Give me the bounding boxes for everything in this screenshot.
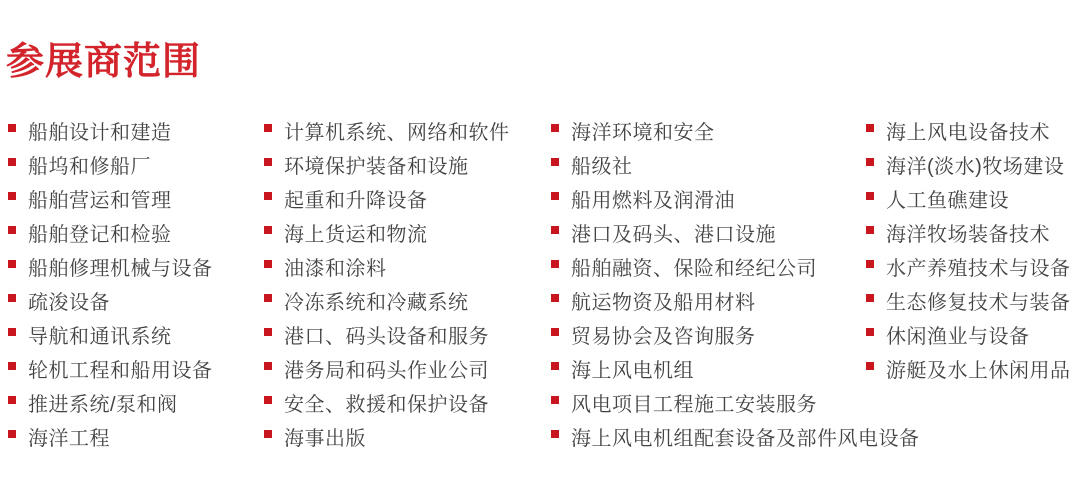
list-item — [551, 113, 920, 147]
bullet-square-icon — [551, 124, 559, 132]
bullet-square-icon — [866, 124, 874, 132]
bullet-square-icon — [551, 362, 559, 370]
item-label: 人工鱼礁建设 — [886, 189, 1009, 212]
item-label: 海洋牧场装备技术 — [886, 223, 1050, 246]
item-label: 港口及码头、港口设施 — [571, 223, 776, 246]
item-label: 船舶营运和管理 — [28, 189, 172, 212]
item-label: 导航和通讯系统 — [28, 325, 172, 348]
list-item — [264, 283, 510, 317]
list-item — [8, 351, 213, 385]
list-item — [551, 283, 920, 317]
item-label: 安全、救援和保护设备 — [284, 393, 489, 416]
bullet-square-icon — [264, 294, 272, 302]
bullet-square-icon — [551, 192, 559, 200]
list-item — [8, 317, 213, 351]
item-label: 海洋(淡水)牧场建设 — [886, 155, 1065, 178]
exhibitor-column-1 — [8, 113, 213, 453]
list-item — [8, 147, 213, 181]
bullet-square-icon — [264, 430, 272, 438]
item-label: 疏浚设备 — [28, 291, 110, 314]
item-label: 航运物资及船用材料 — [571, 291, 756, 314]
item-label: 港口、码头设备和服务 — [284, 325, 489, 348]
list-item — [551, 147, 920, 181]
item-label: 水产养殖技术与设备 — [886, 257, 1071, 280]
bullet-square-icon — [264, 158, 272, 166]
bullet-square-icon — [866, 260, 874, 268]
bullet-square-icon — [8, 158, 16, 166]
item-label: 起重和升降设备 — [284, 189, 428, 212]
item-label: 船舶设计和建造 — [28, 121, 172, 144]
bullet-square-icon — [264, 328, 272, 336]
list-item — [8, 113, 213, 147]
item-label: 油漆和涂料 — [284, 257, 387, 280]
bullet-square-icon — [551, 430, 559, 438]
list-item — [8, 249, 213, 283]
bullet-square-icon — [8, 124, 16, 132]
item-label: 环境保护装备和设施 — [284, 155, 469, 178]
list-item — [264, 351, 510, 385]
exhibitor-column-4 — [866, 113, 1071, 385]
list-item — [8, 181, 213, 215]
item-label: 生态修复技术与装备 — [886, 291, 1071, 314]
exhibitor-column-2 — [264, 113, 510, 453]
item-label: 贸易协会及咨询服务 — [571, 325, 756, 348]
item-label: 游艇及水上休闲用品 — [886, 359, 1071, 382]
item-label: 海事出版 — [284, 427, 366, 450]
list-item — [866, 283, 1071, 317]
list-item — [866, 351, 1071, 385]
bullet-square-icon — [551, 294, 559, 302]
list-item — [551, 385, 920, 419]
bullet-square-icon — [8, 362, 16, 370]
list-item — [866, 249, 1071, 283]
bullet-square-icon — [8, 328, 16, 336]
list-item — [8, 215, 213, 249]
list-item — [8, 385, 213, 419]
bullet-square-icon — [8, 226, 16, 234]
item-label: 计算机系统、网络和软件 — [284, 121, 510, 144]
item-label: 船舶修理机械与设备 — [28, 257, 213, 280]
item-label: 船坞和修船厂 — [28, 155, 151, 178]
item-label: 海洋工程 — [28, 427, 110, 450]
bullet-square-icon — [8, 294, 16, 302]
bullet-square-icon — [866, 226, 874, 234]
bullet-square-icon — [551, 158, 559, 166]
list-item — [551, 181, 920, 215]
item-label: 港务局和码头作业公司 — [284, 359, 489, 382]
bullet-square-icon — [551, 396, 559, 404]
list-item — [551, 419, 920, 453]
bullet-square-icon — [8, 430, 16, 438]
list-item — [264, 215, 510, 249]
item-label: 海上风电机组配套设备及部件风电设备 — [571, 427, 920, 450]
list-item — [264, 147, 510, 181]
bullet-square-icon — [264, 124, 272, 132]
item-label: 船舶登记和检验 — [28, 223, 172, 246]
list-item — [866, 113, 1071, 147]
item-label: 轮机工程和船用设备 — [28, 359, 213, 382]
list-item — [866, 215, 1071, 249]
item-label: 船级社 — [571, 155, 633, 178]
bullet-square-icon — [264, 226, 272, 234]
list-item — [866, 181, 1071, 215]
list-item — [264, 249, 510, 283]
list-item — [8, 419, 213, 453]
list-item — [8, 283, 213, 317]
list-item — [264, 181, 510, 215]
bullet-square-icon — [866, 328, 874, 336]
bullet-square-icon — [8, 192, 16, 200]
bullet-square-icon — [866, 158, 874, 166]
item-label: 海上货运和物流 — [284, 223, 428, 246]
exhibitor-column-3 — [551, 113, 920, 453]
item-label: 冷冻系统和冷藏系统 — [284, 291, 469, 314]
item-label: 海洋环境和安全 — [571, 121, 715, 144]
list-item — [264, 385, 510, 419]
bullet-square-icon — [551, 260, 559, 268]
bullet-square-icon — [264, 362, 272, 370]
item-label: 海上风电机组 — [571, 359, 694, 382]
bullet-square-icon — [264, 396, 272, 404]
page-title: 参展商范围 — [6, 41, 202, 83]
bullet-square-icon — [551, 226, 559, 234]
list-item — [264, 113, 510, 147]
bullet-square-icon — [866, 192, 874, 200]
item-label: 海上风电设备技术 — [886, 121, 1050, 144]
list-item — [551, 317, 920, 351]
bullet-square-icon — [264, 260, 272, 268]
item-label: 推进系统/泵和阀 — [28, 393, 178, 416]
bullet-square-icon — [8, 396, 16, 404]
item-label: 船舶融资、保险和经纪公司 — [571, 257, 817, 280]
list-item — [866, 317, 1071, 351]
list-item — [551, 249, 920, 283]
item-label: 休闲渔业与设备 — [886, 325, 1030, 348]
bullet-square-icon — [866, 294, 874, 302]
bullet-square-icon — [866, 362, 874, 370]
list-item — [866, 147, 1071, 181]
list-item — [551, 351, 920, 385]
item-label: 风电项目工程施工安装服务 — [571, 393, 817, 416]
list-item — [264, 419, 510, 453]
bullet-square-icon — [264, 192, 272, 200]
list-item — [551, 215, 920, 249]
bullet-square-icon — [551, 328, 559, 336]
item-label: 船用燃料及润滑油 — [571, 189, 735, 212]
list-item — [264, 317, 510, 351]
bullet-square-icon — [8, 260, 16, 268]
